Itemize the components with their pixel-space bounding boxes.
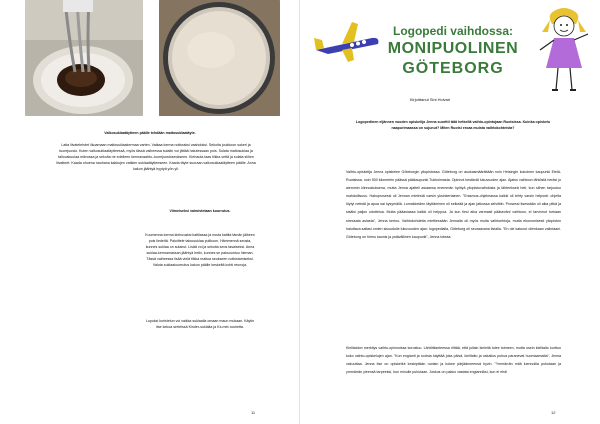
cake-pan-photo bbox=[159, 0, 280, 116]
logo-line-1: Logopedi vaihdossa: bbox=[392, 24, 513, 38]
recipe-caption: Valkosuklaatäytteen päälle tehdään maitosuklaatäyte. bbox=[104, 131, 196, 135]
article-body-1: Vaihto-opiskelija Jenna opiskelee Göteborgin yliopistossa. Göteborg on asukasmäärältään noin Helsingin kokoinen kaupunki Etelä-Ruotsissa, noin 500 kilometrin päässä pääkaupunki Tukholmasta. Opinnot kestävät lukuvuoden ajan. Ajatus vaihtoon lähtöstä heräsi jo aiemmin kiinnostuksena, mutta Jenna ajatteli asiaansa enemmän hyötyä yliopistovaihdosta ja lähteekseä heti, kun siihen tarjoutuu mahdollisuus. Hakuprosessi oli Jennan mielestä varsin yksinkertainen. "Erasmus-ohjelmassa kaikki oli tehty varsin helposti: ohjeita löytyi netistä ja apua sai kysymällä. Lomakkeiden täyttäminen oli selkeää ja ajan jatkossa selvittiin. Prosessi itsessään oli aika pitkä ja sisälsi paljon odottelua. Mutta pääasiassa kaikki oli helppoa. Ja kun tiesi aika varmasti pääseväni vaihtoon, ei tarvinnut turhaan stressata asiasta", Jenna kertoo. Vaihtokohdetta miettiessään Jennalla oli myös muita vaihtoehtoja, mutta ekonomisesti yliopiston haluttava sallasi omien sisoudulle lukuvuoden ajan: logopedialla, Göteborg oli seuraavana listalla. "En ole katunut ollenkaan valintaani. Göteborg on hirmu kaunis ja ystävällinen kaupunki", Jenna toteaa. bbox=[346, 170, 561, 239]
girl-figure-icon bbox=[536, 6, 592, 98]
logo bbox=[312, 6, 592, 98]
recipe-body-2: Kuumenna kerma kiehuvaksi kattilassa ja nosta kattila tämän jälkeen pois liedeltä. Paloittele talousuklaa pulikoon. Hämmennä seosta, kunnes suklaa on sulanut. Lisää voi ja sekoita seos tasaiseksi. Anna suklaa-kermamassan jäähtyä hetki, kunnes se paksuuntuu hieman. Tässä vaiheessa lisää vielä tilkka maitoa seokseen notkistamiseksi. Valuta suklaakuorrutus kakun päälle keskeltä kohti reunoja. bbox=[145, 233, 255, 267]
lead-paragraph: Logopedinen eljännen vuoden opiskelija Jenna suoritti tätä hetkellä vaihto-opintojaan Ruotsissa. Kuinka opiskelu naapurimaassa on sujunut? Miten Ruotsi eroaa muista vaihtokohteista? bbox=[355, 120, 551, 130]
cake-pan-illustration bbox=[159, 0, 280, 116]
recipe-body-3: Lopuksi koristelun voi vaikka suklaalla omaan maun mukaan. Käytin itse kekoa serteissä Kinder-suklaita ja Ks-met-rouhetta. bbox=[145, 319, 255, 329]
recipe-subheading: Viimeiseksi valmistetaan kuorrutus. bbox=[169, 209, 231, 213]
airplane-icon bbox=[312, 20, 382, 64]
page-number-left: 11 bbox=[251, 410, 256, 415]
page-number-right: 12 bbox=[551, 410, 556, 415]
logo-line-3: GÖTEBORG bbox=[402, 60, 504, 77]
byline: Kirjoittanut Sini Holvari bbox=[409, 97, 451, 102]
recipe-body-1: Laita liivatelehdet likoamaan maitosuklaakermaa varten. Vatkaa kerma notkeaksi vaahdoksi. Sekoita joukkoon sokeri ja tuorejuusto. Kuten valkosuklaatäytteessä, myös tässä vaiheessa sulatin voi jättää halutessaan pois. Sulata maitosuklaa ja tallouskuulaa mikrossa ja sekoita ne edelleen kermavaahto–tuorejuustoseokseen. Kiehauta taas tilkka vettä ja sulata siihen liivatteet. Kaada ohuena nauhana kakkujen vatkien suklaatäytteeseen. Kaada täyte suoraan valkosuklaatäytteen päälle. Anna kakun jäähtyä hyytyä yön yli. bbox=[56, 143, 256, 171]
chocolate-mixing-photo bbox=[25, 0, 143, 116]
chocolate-mixing-illustration bbox=[25, 0, 143, 116]
right-page bbox=[300, 0, 600, 424]
article-body-2: Kielitaidon merkitys vaihto-opinnoissa korostuu. Lähtötilanteessa riittää, että jollain kielellä tulee toimeen, mutta usein kielitaito kurttuu koko vaihto-opiskelujen ajan. "Kun englanti ja ruotsia käyttää joka päivä, kielitaito ja uskallus puhua paranevat huomaamatta", Jenna vakuuttaa. Jenna itse on opiskellut keskipitkän ruotsin ja kokee pärjäänneensä hyvin. "Ymmärrän mitä luennoilla puhutaan ja ymmärrän yleensä tarpeeksi, kun minulle puhutaan. Joskus on pakko vastata englanniksi, kun ei ehdi bbox=[346, 346, 561, 375]
logo-line-2: MONIPUOLINEN bbox=[387, 40, 519, 57]
